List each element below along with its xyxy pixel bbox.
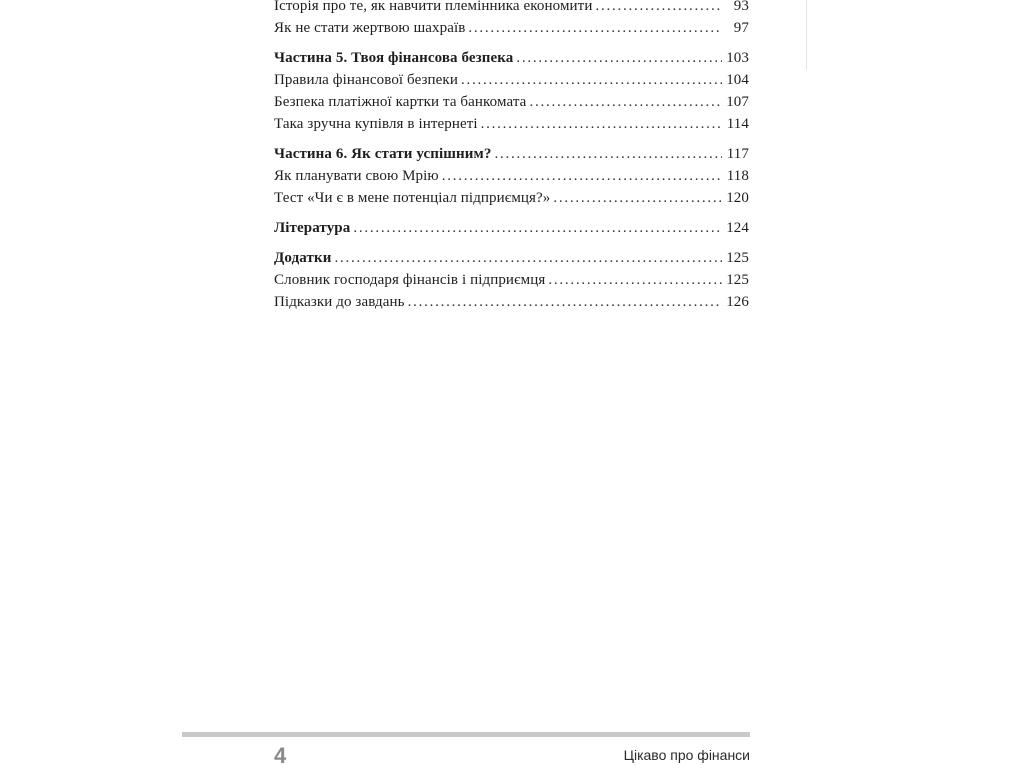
toc-entry-page: 114 [726, 116, 749, 132]
toc-entry-title: Частина 5. Твоя фінансова безпека [274, 50, 514, 66]
toc-entry-title: Частина 6. Як стати успішним? [274, 146, 492, 162]
toc-entry [274, 113, 749, 135]
toc-entry [274, 291, 749, 313]
toc-group [274, 247, 749, 313]
toc-dot-leader [481, 113, 722, 135]
toc-entry-page: 97 [733, 20, 749, 36]
toc-entry-page: 124 [726, 220, 749, 236]
running-footer-title: Цікаво про фінанси [623, 747, 750, 763]
toc-entry [274, 17, 749, 39]
toc-entry [274, 91, 749, 113]
toc-dot-leader [408, 291, 722, 313]
toc-entry-title: Додатки [274, 250, 332, 266]
toc-dot-leader [529, 91, 722, 113]
toc-entry-page: 103 [726, 50, 749, 66]
toc-entry-page: 104 [726, 72, 749, 88]
toc-entry [274, 187, 749, 209]
toc-entry-title: Як планувати свою Мрію [274, 168, 439, 184]
toc-entry-title: Безпека платіжної картки та банкомата [274, 94, 527, 110]
toc-section-heading [274, 47, 749, 69]
toc-section-heading [274, 143, 749, 165]
toc-dot-leader [461, 69, 722, 91]
toc-entry [274, 269, 749, 291]
toc-entry-page: 125 [726, 272, 749, 288]
toc-dot-leader [353, 217, 722, 239]
toc-entry-title: Словник господаря фінансів і підприємця [274, 272, 546, 288]
footer-divider [182, 732, 750, 737]
toc-entry-page: 118 [726, 168, 749, 184]
toc-group [274, 217, 749, 239]
toc-dot-leader [595, 0, 722, 17]
toc-entry-title: Така зручна купівля в інтернеті [274, 116, 478, 132]
toc-entry-page: 126 [726, 294, 749, 310]
toc-entry [274, 69, 749, 91]
toc-group [274, 0, 749, 39]
toc-entry-page: 125 [726, 250, 749, 266]
toc-entry-page: 120 [726, 190, 749, 206]
toc-entry [274, 165, 749, 187]
toc-entry [274, 0, 749, 17]
toc-entry-title: Тест «Чи є в мене потенціал підприємця?» [274, 190, 551, 206]
toc-dot-leader [442, 165, 722, 187]
toc-entry-title: Література [274, 220, 351, 236]
toc-section-heading [274, 247, 749, 269]
page-edge-divider [806, 0, 807, 70]
toc-dot-leader [548, 269, 722, 291]
toc-entry-title: Як не стати жертвою шахраїв [274, 20, 466, 36]
page-number: 4 [274, 743, 287, 768]
toc-section-heading [274, 217, 749, 239]
toc-dot-leader [334, 247, 722, 269]
toc-entry-page: 107 [726, 94, 749, 110]
toc-entry-title: Історія про те, як навчити племінника економити [274, 0, 593, 14]
toc-group [274, 143, 749, 209]
toc-group [274, 47, 749, 135]
toc-dot-leader [494, 143, 722, 165]
toc-entry-page: 93 [733, 0, 749, 14]
toc-entry-title: Правила фінансової безпеки [274, 72, 458, 88]
toc-entry-title: Підказки до завдань [274, 294, 405, 310]
table-of-contents [274, 0, 749, 321]
toc-dot-leader [468, 17, 722, 39]
toc-entry-page: 117 [726, 146, 749, 162]
toc-dot-leader [516, 47, 722, 69]
toc-dot-leader [553, 187, 722, 209]
